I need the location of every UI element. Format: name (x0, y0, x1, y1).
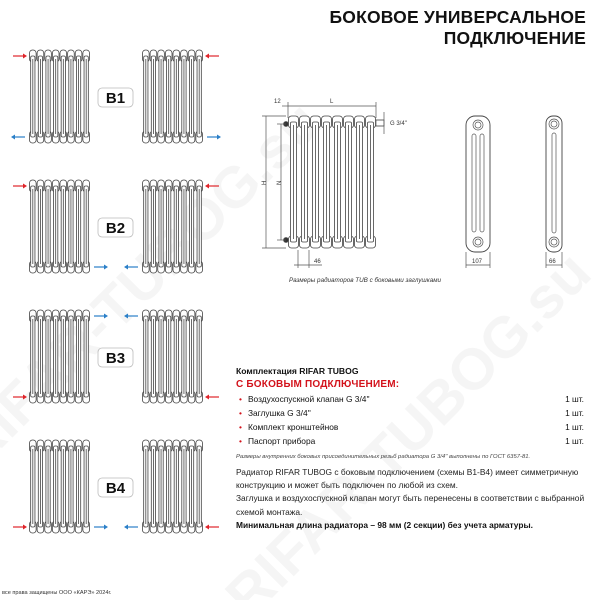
kit-item-name: Паспорт прибора (247, 436, 316, 446)
inlet-arrow-icon (205, 54, 219, 59)
kit-item-qty: 1 шт. (565, 408, 584, 418)
radiator-icon (143, 50, 203, 143)
outlet-arrow-icon (94, 265, 108, 270)
radiator-icon (143, 440, 203, 533)
outlet-arrow-icon (207, 135, 221, 140)
bullet-icon: • (239, 408, 242, 418)
scheme-b2 (13, 180, 219, 273)
outlet-arrow-icon (94, 314, 108, 319)
kit-item-name: Воздухоспускной клапан G 3/4'' (247, 394, 370, 404)
kit-item (236, 394, 584, 404)
kit-title: Комплектация RIFAR TUBOG (236, 366, 359, 376)
scheme-b4 (13, 440, 219, 533)
dim-12: 12 (274, 99, 281, 105)
scheme-label (98, 348, 133, 367)
kit-note: Размеры внутренних боковых присоединительных резьб радиатора G 3/4'' выполнены по ГОСТ 6357-81. (236, 454, 531, 460)
title-line-1: БОКОВОЕ УНИВЕРСАЛЬНОЕ (329, 7, 586, 27)
kit-item-name: Заглушка G 3/4'' (247, 408, 311, 418)
connection-schemes (0, 0, 240, 560)
kit-section (236, 366, 584, 460)
kit-item-qty: 1 шт. (565, 422, 584, 432)
radiator-icon (143, 180, 203, 273)
kit-item-qty: 1 шт. (565, 436, 584, 446)
inlet-arrow-icon (13, 184, 27, 189)
kit-item (236, 422, 584, 432)
outlet-arrow-icon (124, 265, 138, 270)
dim-N: N (277, 180, 283, 185)
scheme-label-text: B2 (105, 220, 126, 237)
kit-item-qty: 1 шт. (565, 394, 584, 404)
radiator-side-view-66 (546, 116, 562, 268)
dim-46: 46 (314, 259, 321, 265)
inlet-arrow-icon (205, 184, 219, 189)
inlet-arrow-icon (13, 395, 27, 400)
radiator-icon (289, 116, 376, 248)
kit-item (236, 436, 584, 446)
copyright: все права защищены ООО «КАРЭ» 2024г. (2, 590, 112, 596)
scheme-b1 (11, 50, 221, 143)
radiator-side-view-107 (466, 116, 490, 268)
outlet-arrow-icon (124, 314, 138, 319)
description-p3: Минимальная длина радиатора – 98 мм (2 секции) без учета арматуры. (236, 519, 533, 530)
bullet-icon: • (239, 436, 242, 446)
dim-thread: G 3/4'' (390, 121, 407, 127)
dim-107: 107 (472, 259, 483, 265)
outlet-arrow-icon (124, 525, 138, 530)
dim-66: 66 (549, 259, 556, 265)
page-title (329, 7, 586, 49)
radiator-icon (30, 50, 90, 143)
description-p1: Радиатор RIFAR TUBOG с боковым подключением (схемы B1-B4) имеет симметричную конструкцию и может быть подключен по любой из схем. (236, 467, 579, 491)
scheme-label (98, 88, 133, 107)
drawing-caption: Размеры радиаторов TUB с боковыми заглушками (288, 277, 442, 284)
scheme-b3 (13, 310, 219, 403)
title-line-2: ПОДКЛЮЧЕНИЕ (443, 28, 586, 48)
inlet-arrow-icon (205, 525, 219, 530)
inlet-arrow-icon (13, 54, 27, 59)
radiator-front-view (284, 116, 385, 248)
scheme-label-text: B1 (105, 90, 126, 107)
scheme-label (98, 478, 133, 497)
description-p2: Заглушка и воздухоспускной клапан могут быть перенесены в соответствии с выбранной схемой монтажа. (236, 493, 585, 517)
radiator-icon (30, 310, 90, 403)
bullet-icon: • (239, 422, 242, 432)
radiator-icon (143, 310, 203, 403)
inlet-arrow-icon (13, 525, 27, 530)
scheme-label-text: B4 (105, 480, 126, 497)
kit-heading: С БОКОВЫМ ПОДКЛЮЧЕНИЕМ: (236, 379, 400, 390)
dim-H: H (262, 180, 268, 185)
bullet-icon: • (239, 394, 242, 404)
description (236, 466, 586, 532)
radiator-icon (30, 440, 90, 533)
kit-item (236, 408, 584, 418)
outlet-arrow-icon (11, 135, 25, 140)
dimension-drawing (250, 90, 590, 280)
kit-item-name: Комплект кронштейнов (247, 422, 339, 432)
outlet-arrow-icon (94, 525, 108, 530)
scheme-label (98, 218, 133, 237)
radiator-icon (30, 180, 90, 273)
inlet-arrow-icon (205, 395, 219, 400)
dim-L: L (330, 99, 334, 105)
scheme-label-text: B3 (105, 350, 126, 367)
